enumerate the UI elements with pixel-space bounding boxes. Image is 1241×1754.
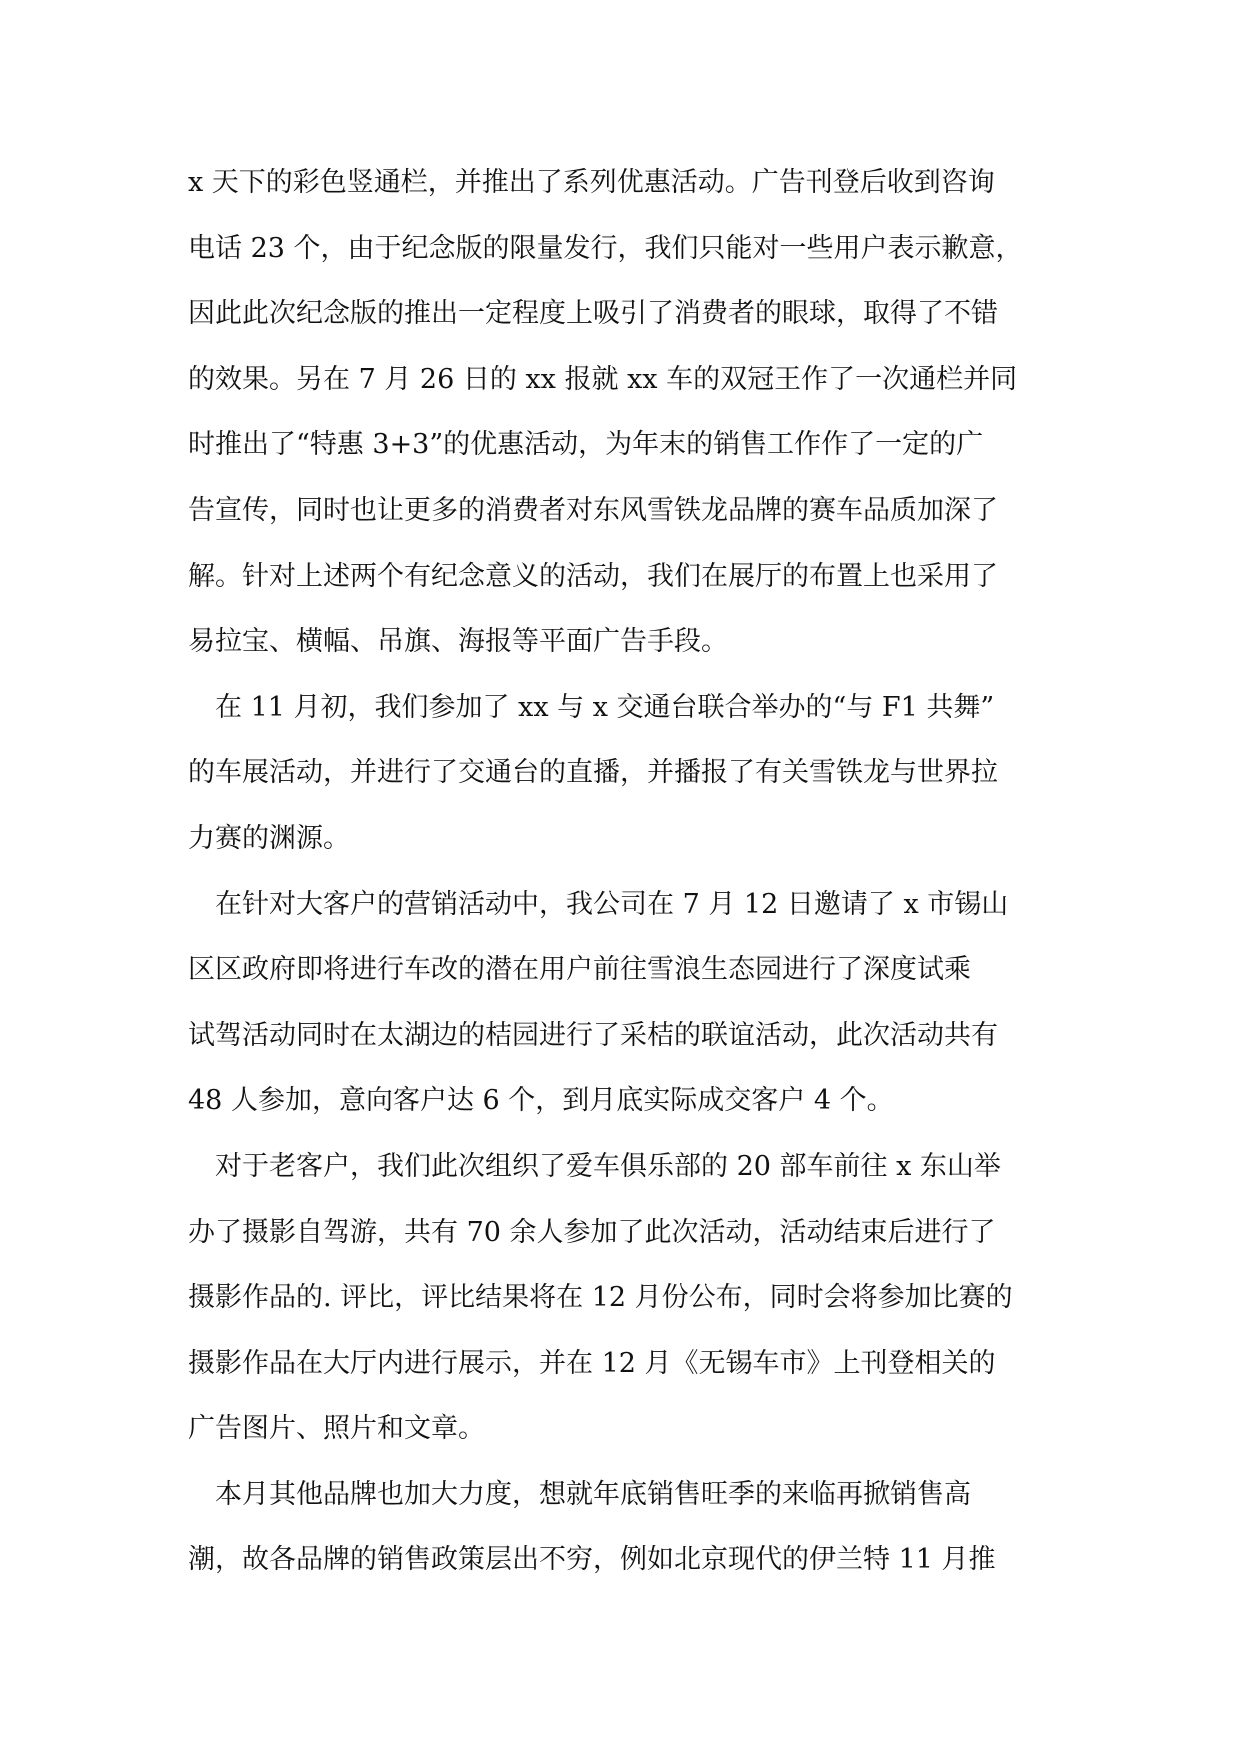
text-line: 本月其他品牌也加大力度，想就年底销售旺季的来临再掀销售高: [188, 1478, 971, 1510]
text-line: 对于老客户，我们此次组织了爱车俱乐部的 20 部车前往 x 东山举: [188, 1150, 1001, 1182]
text-line: 摄影作品在大厅内进行展示，并在 12 月《无锡车市》上刊登相关的: [188, 1347, 996, 1379]
text-line: 在 11 月初，我们参加了 xx 与 x 交通台联合举办的“与 F1 共舞”: [188, 691, 995, 723]
text-line: 因此此次纪念版的推出一定程度上吸引了消费者的眼球，取得了不错: [188, 298, 998, 330]
text-line: x 天下的彩色竖通栏，并推出了系列优惠活动。广告刊登后收到咨询: [188, 167, 995, 198]
text-line: 48 人参加，意向客户达 6 个，到月底实际成交客户 4 个。: [188, 1085, 894, 1117]
text-line: 广告图片、照片和文章。: [188, 1413, 485, 1445]
text-line: 潮，故各品牌的销售政策层出不穷，例如北京现代的伊兰特 11 月推: [188, 1544, 996, 1576]
paragraph: [188, 1134, 1058, 1462]
text-line: 试驾活动同时在太湖边的桔园进行了采桔的联谊活动，此次活动共有: [188, 1019, 998, 1051]
paragraph: [188, 1462, 1058, 1593]
text-line: 电话 23 个，由于纪念版的限量发行，我们只能对一些用户表示歉意，: [188, 232, 1023, 264]
document-body: [188, 150, 1058, 1593]
text-line: 的车展活动，并进行了交通台的直播，并播报了有关雪铁龙与世界拉: [188, 757, 998, 789]
text-line: 摄影作品的. 评比，评比结果将在 12 月份公布，同时会将参加比赛的: [188, 1282, 1013, 1314]
text-line: 易拉宝、横幅、吊旗、海报等平面广告手段。: [188, 626, 728, 658]
text-line: 的效果。另在 7 月 26 日的 xx 报就 xx 车的双冠王作了一次通栏并同: [188, 363, 1018, 395]
text-line: 办了摄影自驾游，共有 70 余人参加了此次活动，活动结束后进行了: [188, 1216, 996, 1248]
text-line: 时推出了“特惠 3+3”的优惠活动，为年末的销售工作作了一定的广: [188, 429, 984, 461]
text-line: 告宣传，同时也让更多的消费者对东风雪铁龙品牌的赛车品质加深了: [188, 494, 998, 526]
text-line: 区区政府即将进行车改的潜在用户前往雪浪生态园进行了深度试乘: [188, 954, 971, 986]
text-line: 在针对大客户的营销活动中，我公司在 7 月 12 日邀请了 x 市锡山: [188, 888, 1009, 920]
paragraph: [188, 150, 1058, 675]
text-line: 解。针对上述两个有纪念意义的活动，我们在展厅的布置上也采用了: [188, 560, 998, 592]
paragraph: [188, 675, 1058, 872]
paragraph: [188, 872, 1058, 1134]
text-line: 力赛的渊源。: [188, 822, 350, 854]
